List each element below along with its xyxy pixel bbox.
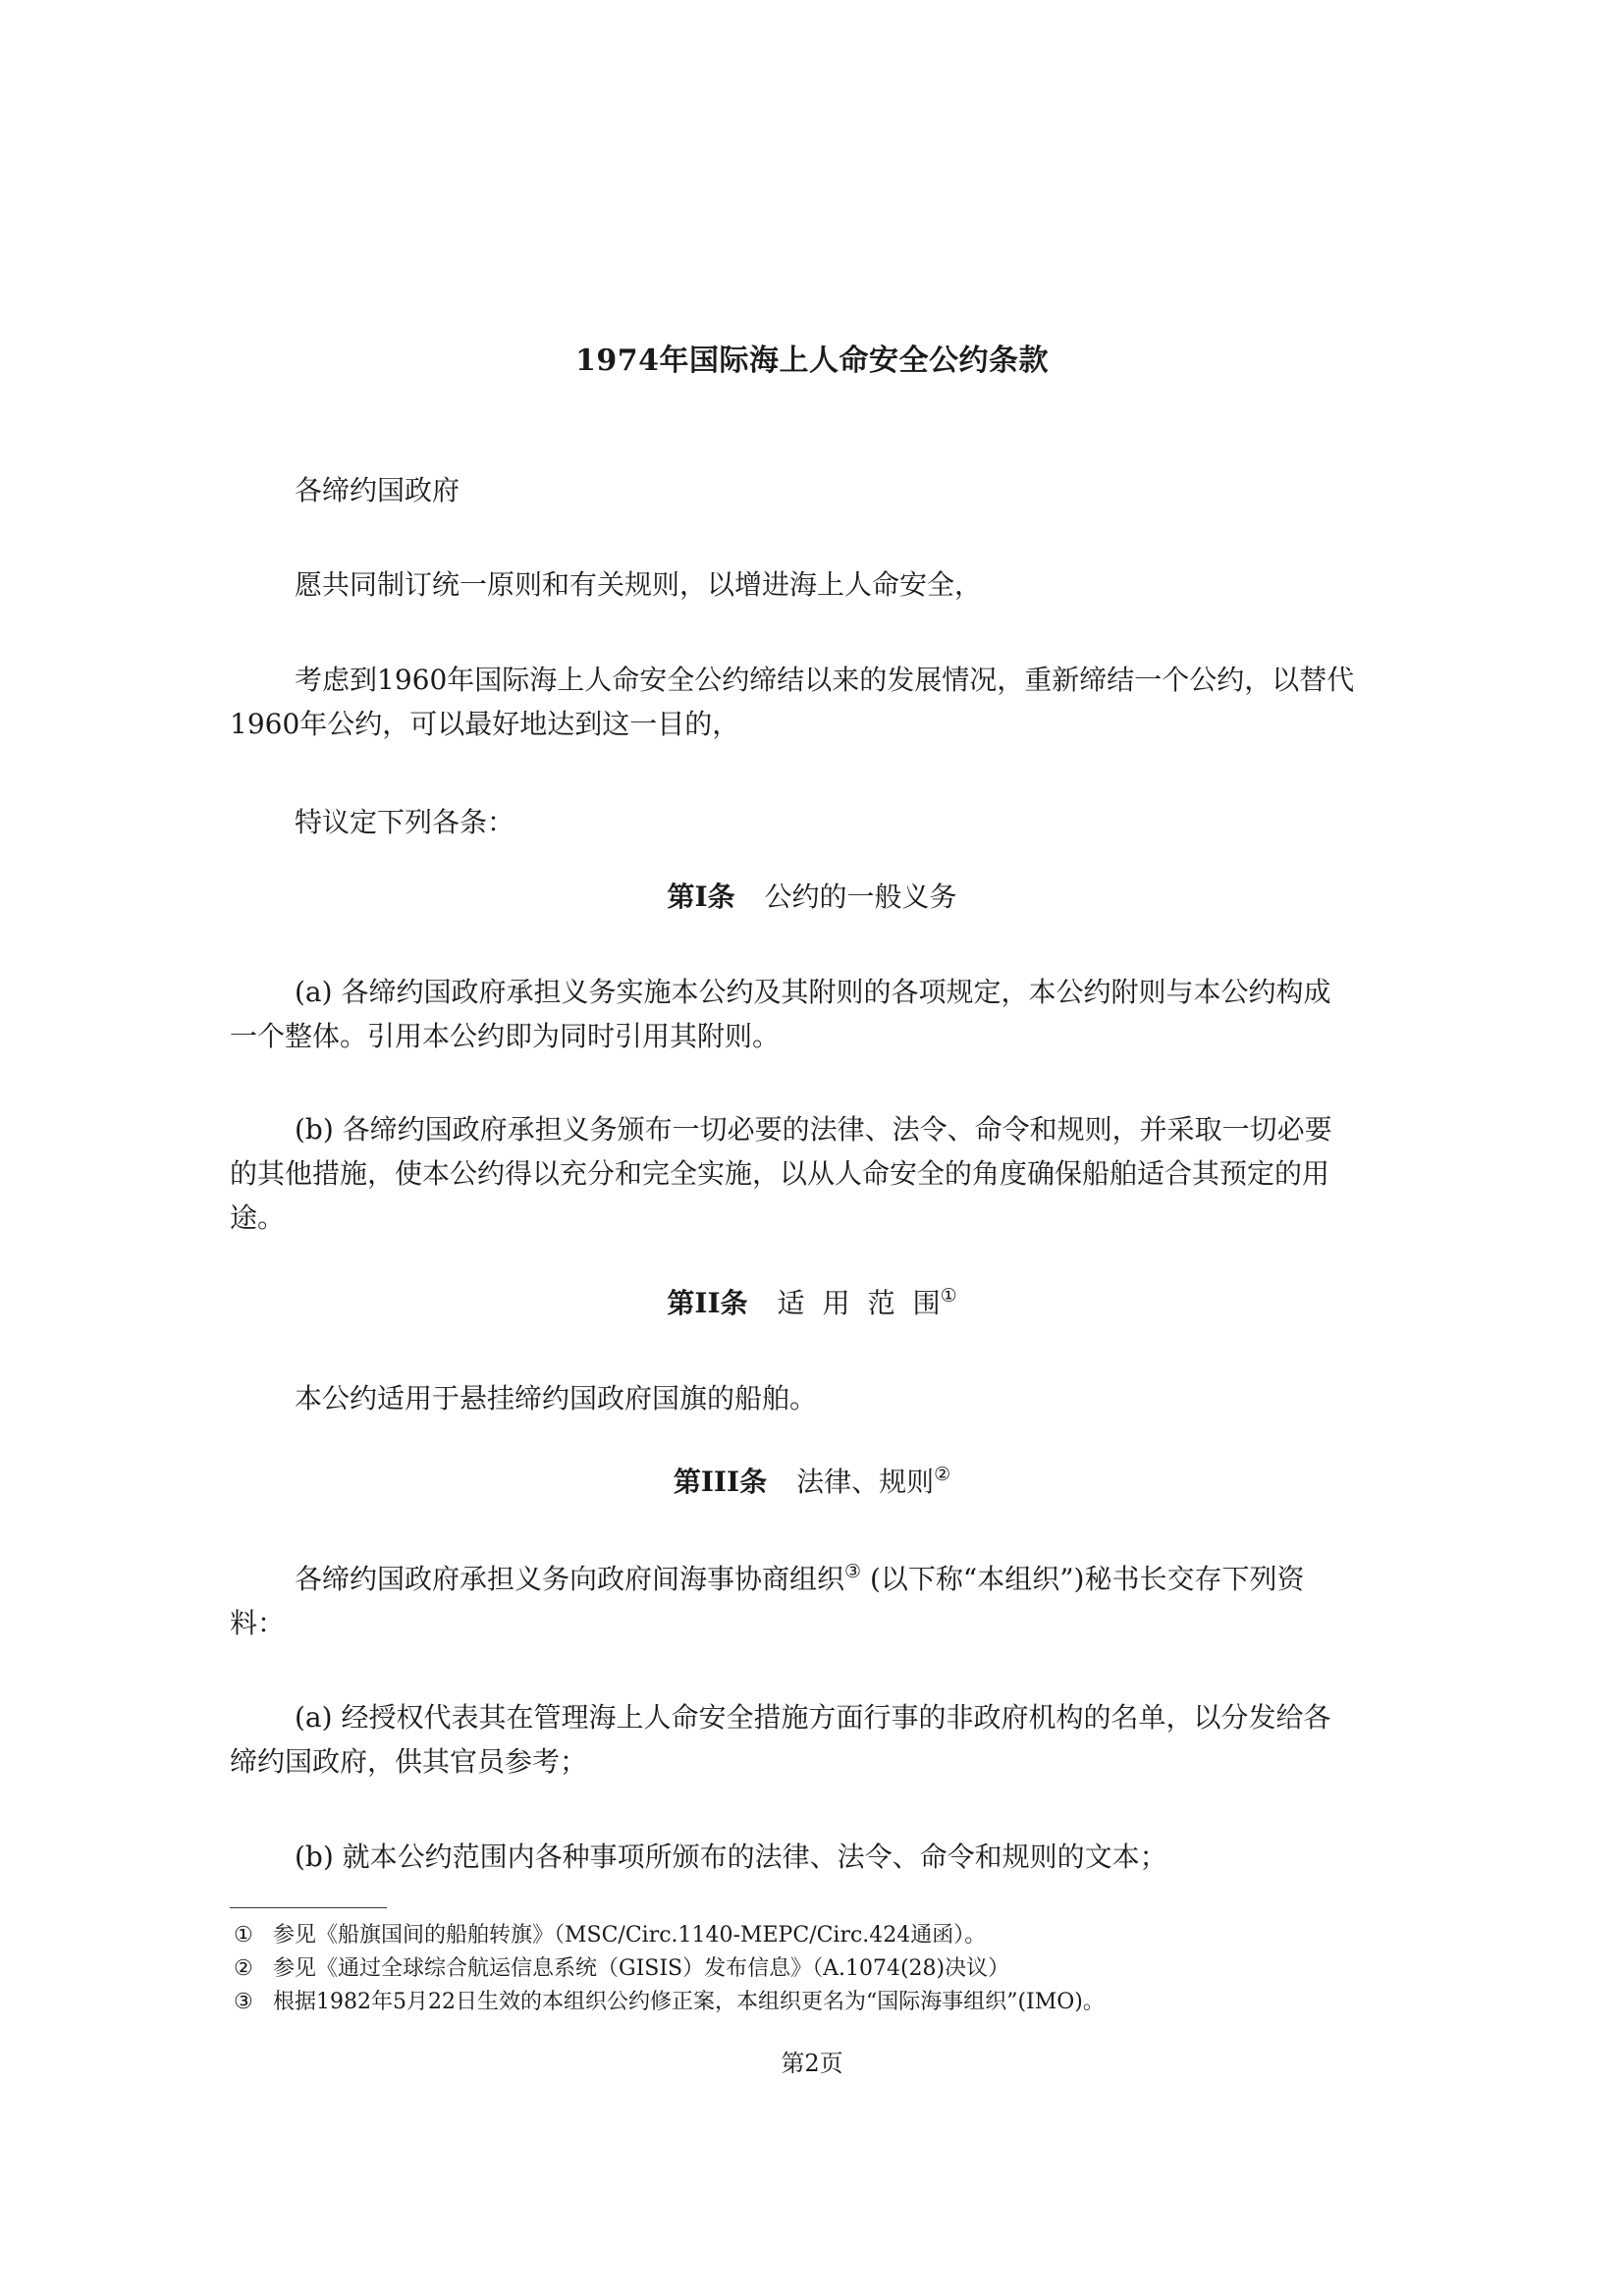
article-1-para-b-line1: (b) 各缔约国政府承担义务颁布一切必要的法律、法令、命令和规则，并采取一切必要 bbox=[295, 1113, 1332, 1146]
article-3-para-b-line1: (b) 就本公约范围内各种事项所颁布的法律、法令、命令和规则的文本； bbox=[295, 1841, 1167, 1873]
footnote-divider bbox=[230, 1907, 387, 1908]
article-3-intro-line2: 料： bbox=[230, 1607, 286, 1639]
footnote-ref-3: ③ bbox=[844, 1561, 862, 1582]
article-2-number: 第II条 bbox=[667, 1287, 748, 1319]
footnote-text: 根据1982年5月22日生效的本组织公约修正案，本组织更名为“国际海事组织”(IMO)。 bbox=[273, 1990, 1105, 2014]
article-3-intro-part2: (以下称“本组织”)秘书长交存下列资 bbox=[861, 1563, 1305, 1595]
preamble-desire: 愿共同制订统一原则和有关规则，以增进海上人命安全， bbox=[295, 568, 983, 601]
article-2-heading bbox=[0, 1284, 1624, 1323]
article-2-title-char: 范 bbox=[867, 1287, 895, 1319]
article-2-title-char: 围 bbox=[912, 1287, 941, 1319]
article-3-para-a-line1: (a) 经授权代表其在管理海上人命安全措施方面行事的非政府机构的名单，以分发给各 bbox=[295, 1701, 1331, 1734]
footnote-text: 参见《船旗国间的船舶转旗》（MSC/Circ.1140-MEPC/Circ.424通函）。 bbox=[273, 1923, 987, 1948]
preamble-consider-line1: 考虑到1960年国际海上人命安全公约缔结以来的发展情况，重新缔结一个公约，以替代 bbox=[295, 664, 1355, 696]
footnote-mark: ③ bbox=[234, 1990, 253, 2014]
footnote-mark: ① bbox=[234, 1923, 253, 1948]
preamble-agreed: 特议定下列各条： bbox=[295, 806, 515, 838]
article-1-para-b-line2: 的其他措施，使本公约得以充分和完全实施，以从人命安全的角度确保船舶适合其预定的用 bbox=[230, 1157, 1330, 1190]
article-3-para-a-line2: 缔约国政府，供其官员参考； bbox=[230, 1745, 588, 1778]
article-3-heading bbox=[0, 1463, 1624, 1502]
footnote-3 bbox=[234, 1989, 1363, 2016]
article-2-title-char: 适 bbox=[777, 1287, 805, 1319]
footnote-ref-1: ① bbox=[940, 1285, 957, 1307]
article-1-para-a-line1: (a) 各缔约国政府承担义务实施本公约及其附则的各项规定，本公约附则与本公约构成 bbox=[295, 976, 1331, 1008]
article-1-para-a-line2: 一个整体。引用本公约即为同时引用其附则。 bbox=[230, 1020, 781, 1052]
article-2-text: 本公约适用于悬挂缔约国政府国旗的船舶。 bbox=[295, 1382, 818, 1415]
article-3-number: 第III条 bbox=[673, 1466, 768, 1498]
footnote-ref-2: ② bbox=[934, 1464, 951, 1485]
preamble-parties: 各缔约国政府 bbox=[295, 474, 460, 507]
article-3-title: 法律、规则 bbox=[796, 1466, 935, 1498]
preamble-consider-line2: 1960年公约，可以最好地达到这一目的， bbox=[230, 708, 740, 740]
article-1-title: 公约的一般义务 bbox=[764, 881, 957, 913]
footnote-text: 参见《通过全球综合航运信息系统（GISIS）发布信息》（A.1074(28)决议） bbox=[273, 1956, 1010, 1981]
article-1-para-b-line3: 途。 bbox=[230, 1201, 286, 1234]
article-1-heading bbox=[0, 878, 1624, 917]
footnote-1 bbox=[234, 1922, 1363, 1949]
article-3-intro-part1: 各缔约国政府承担义务向政府间海事协商组织 bbox=[295, 1563, 845, 1595]
article-2-title-char: 用 bbox=[822, 1287, 850, 1319]
footnote-2 bbox=[234, 1955, 1363, 1983]
article-1-number: 第I条 bbox=[667, 881, 735, 913]
footnote-mark: ② bbox=[234, 1956, 253, 1981]
document-title: 1974年国际海上人命安全公约条款 bbox=[575, 344, 1049, 378]
page-number: 第2页 bbox=[781, 2050, 843, 2077]
